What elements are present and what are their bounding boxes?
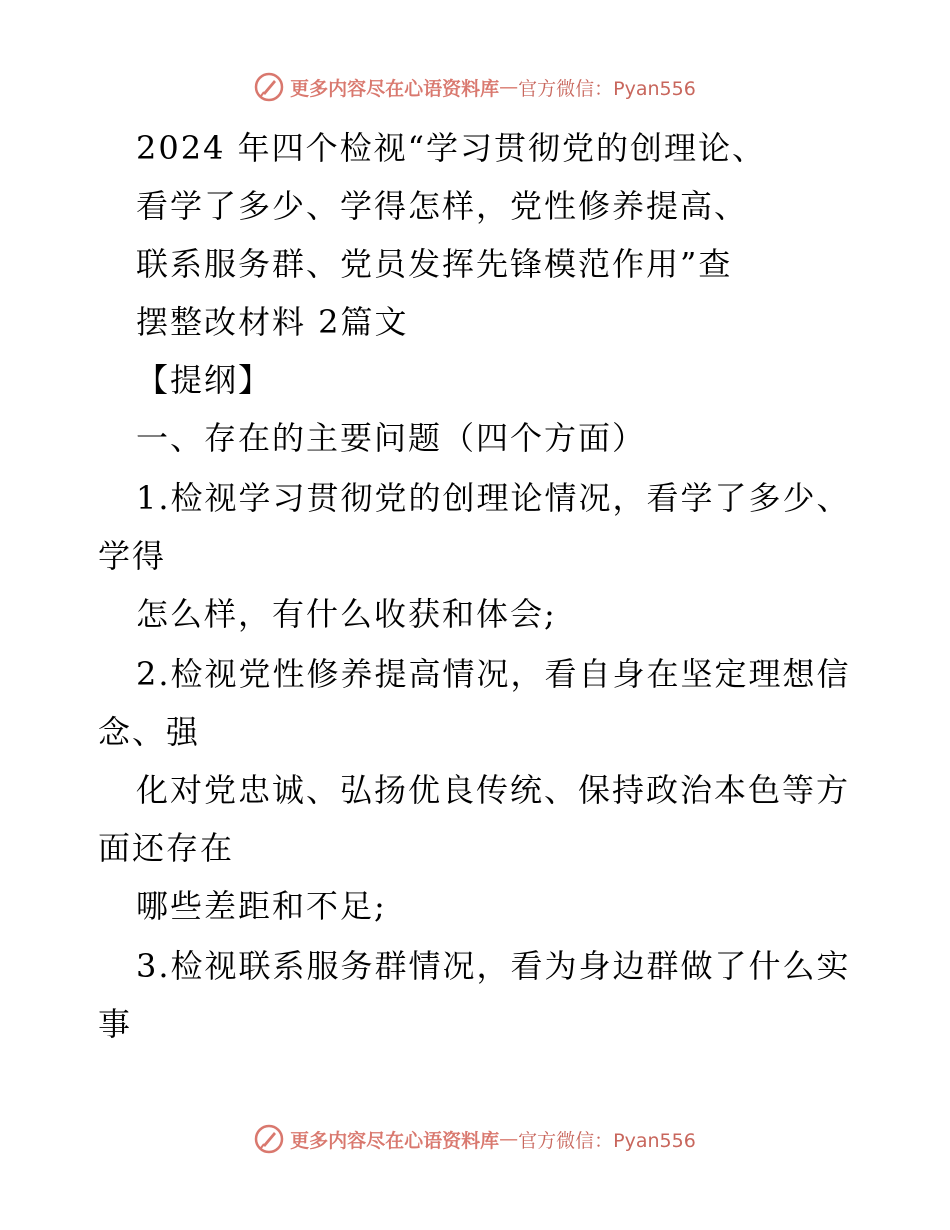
item-3-line-2: 事: [98, 1005, 133, 1043]
title-line-1: 2024 年四个检视“学习贯彻党的创理论、: [136, 129, 766, 167]
feather-logo-icon: [254, 1124, 284, 1154]
watermark-separator: —: [499, 1128, 519, 1150]
item-2-line-4: 面还存在: [98, 829, 235, 867]
item-1-line-2: 学得: [98, 537, 167, 575]
item-2-line-2: 念、强: [98, 713, 201, 751]
item-3-line-1: 3.检视联系服务群情况，看为身边群做了什么实: [136, 947, 851, 985]
item-2-line-1: 2.检视党性修养提高情况，看自身在坚定理想信: [136, 655, 851, 693]
item-1-line-1: 1.检视学习贯彻党的创理论情况，看学了多少、: [136, 479, 851, 517]
item-2-line-3: 化对党忠诚、弘扬优良传统、保持政治本色等方: [136, 771, 851, 809]
watermark-wechat: 官方微信：Pyan556: [518, 1129, 696, 1152]
watermark-banner-bottom: [0, 1124, 950, 1154]
watermark-brand: 更多内容尽在心语资料库: [290, 1129, 500, 1152]
section-heading: 一、存在的主要问题（四个方面）: [136, 419, 647, 457]
title-line-3: 联系服务群、党员发挥先锋模范作用”查: [136, 245, 733, 283]
outline-heading: 【提纲】: [136, 361, 273, 399]
item-1-line-3: 怎么样，有什么收获和体会;: [136, 595, 557, 633]
watermark-wechat: 官方微信：Pyan556: [518, 77, 696, 100]
watermark-brand: 更多内容尽在心语资料库: [290, 77, 500, 100]
item-2-line-5: 哪些差距和不足;: [136, 887, 387, 925]
watermark-separator: —: [499, 76, 519, 98]
title-line-4: 摆整改材料 2篇文: [136, 303, 409, 341]
title-line-2: 看学了多少、学得怎样，党性修养提高、: [136, 187, 749, 225]
